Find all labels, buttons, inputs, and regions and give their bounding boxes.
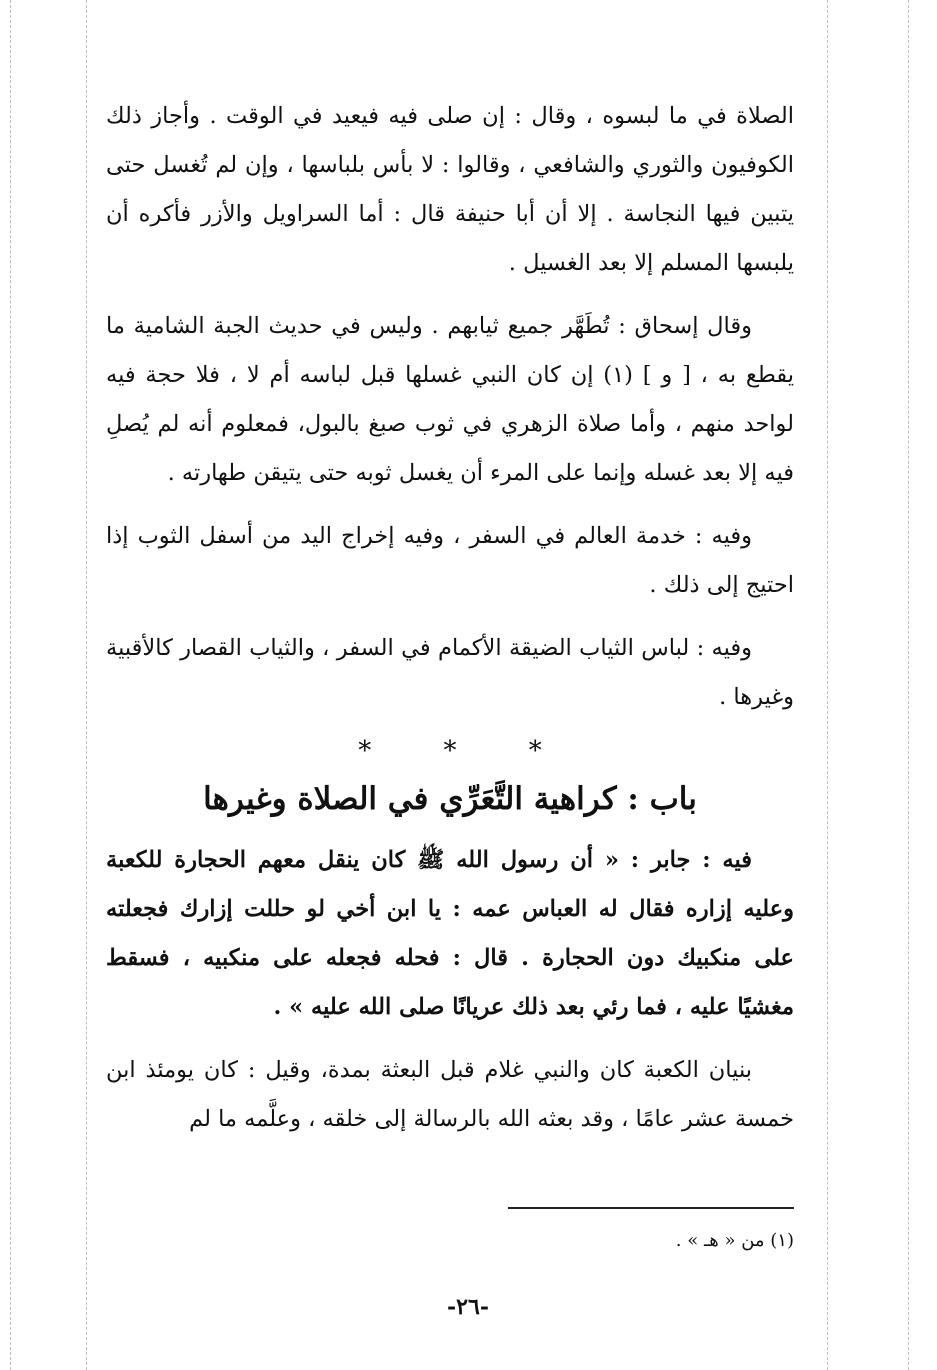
- section-separator: [106, 736, 794, 766]
- left-scan-guide-outer: [10, 0, 11, 1370]
- separator-asterisk: *: [528, 736, 542, 766]
- commentary-paragraph: بنيان الكعبة كان والنبي غلام قبل البعثة بمدة، وقيل : كان يومئذ ابن خمسة عشر عامًا ، وقد بعثه الله بالرسالة إلى خلقه ، وعلَّمه ما لم: [106, 1057, 794, 1132]
- right-scan-guide-inner: [827, 0, 828, 1370]
- right-scan-guide-outer: [908, 0, 909, 1370]
- paragraph-2: وقال إسحاق : تُطَهَّر جميع ثيابهم . وليس في حديث الجبة الشامية ما يقطع به ، [ و ] (١) إن كان النبي غسلها قبل لباسه أم لا ، فلا حجة فيه لواحد منهم ، وأما صلاة الزهري في ثوب صبغ بالبول، فمعلوم أنه لم يُصلِ فيه إلا بعد غسله وإنما على المرء أن يغسل ثوبه حتى يتيقن طهارته .: [106, 313, 794, 486]
- chapter-title: باب : كراهية التَّعَرِّي في الصلاة وغيرها: [203, 781, 697, 817]
- paragraph-4: وفيه : لباس الثياب الضيقة الأكمام في السفر ، والثياب القصار كالأقبية وغيرها .: [106, 635, 794, 710]
- footnote-divider: [508, 1207, 794, 1209]
- page-number: -٢٦-: [447, 1294, 489, 1320]
- left-scan-guide-inner: [86, 0, 87, 1370]
- paragraph-1: الصلاة في ما لبسوه ، وقال : إن صلى فيه فيعيد في الوقت . وأجاز ذلك الكوفيون والثوري والشافعي ، وقالوا : لا بأس بلباسها ، وإن لم تُغسل حتى يتبين فيها النجاسة . إلا أن أبا حنيفة قال : أما السراويل والأزر فأكره أن يلبسها المسلم إلا بعد الغسيل .: [106, 103, 794, 276]
- page-body: [106, 92, 794, 1158]
- hadith-text: فيه : جابر : « أن رسول الله ﷺ كان ينقل معهم الحجارة للكعبة وعليه إزاره فقال له العباس عمه : يا ابن أخي لو حللت إزارك فجعلته على منكبيك دون الحجارة . قال : فحله فجعله على منكبيه ، فسقط مغشيًا عليه ، فما رئي بعد ذلك عريانًا صلى الله عليه » .: [106, 847, 794, 1020]
- separator-asterisk: *: [443, 736, 457, 766]
- footnote: (١) من « هـ » .: [675, 1230, 794, 1251]
- separator-asterisk: *: [358, 736, 372, 766]
- paragraph-3: وفيه : خدمة العالم في السفر ، وفيه إخراج اليد من أسفل الثوب إذا احتيج إلى ذلك .: [106, 523, 794, 598]
